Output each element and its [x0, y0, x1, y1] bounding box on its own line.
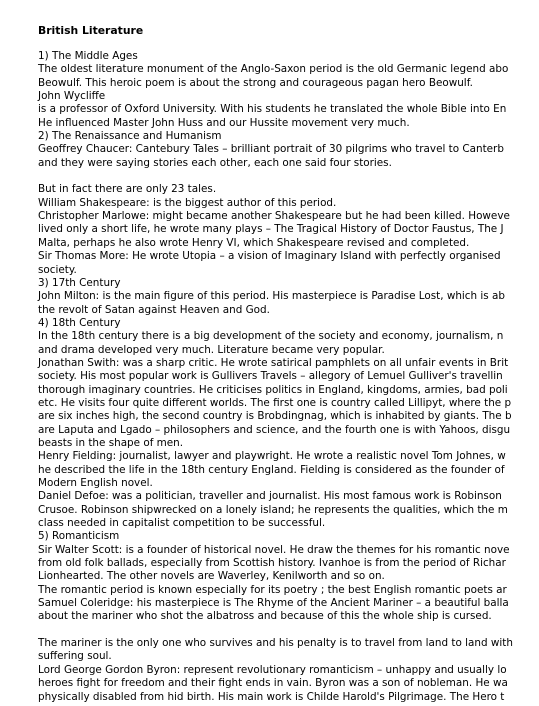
text-line: society. His most popular work is Gullivers Travels – allegory of Lemuel Gulliver's travellin [38, 370, 503, 383]
text-line: The mariner is the only one who survives and his penalty is to travel from land to land with [38, 637, 513, 650]
text-line: 5) Romanticism [38, 530, 120, 543]
text-line: William Shakespeare: is the biggest author of this period. [38, 196, 337, 209]
text-line: beasts in the shape of men. [38, 436, 184, 449]
text-line: Geoffrey Chaucer: Cantebury Tales – brilliant portrait of 30 pilgrims who travel to Canterb [38, 143, 504, 156]
text-line: etc. He visits four quite different worlds. The first one is country called Lillipyt, where the p [38, 396, 512, 409]
text-line: Sir Thomas More: He wrote Utopia – a vision of Imaginary Island with perfectly organised [38, 250, 501, 263]
text-line: about the mariner who shot the albatross and because of this the whole ship is cursed. [38, 610, 492, 623]
text-line: and they were saying stories each other, each one said four stories. [38, 156, 392, 169]
text-line: He influenced Master John Huss and our Hussite movement very much. [38, 116, 410, 129]
text-line: But in fact there are only 23 tales. [38, 183, 217, 196]
text-line: Daniel Defoe: was a politician, traveller and journalist. His most famous work is Robinson [38, 490, 502, 503]
text-line: suffering soul. [38, 650, 112, 663]
text-line: are Laputa and Lgado – philosophers and science, and the fourth one is with Yahoos, disgu [38, 423, 511, 436]
text-line: Beowulf. This heroic poem is about the strong and courageous pagan hero Beowulf. [38, 76, 473, 89]
text-line: Lionhearted. The other novels are Waverley, Kenilworth and so on. [38, 570, 385, 583]
text-line: In the 18th century there is a big development of the society and economy, journalism, n [38, 330, 504, 343]
text-line: Jonathan Swith: was a sharp critic. He wrote satirical pamphlets on all unfair events in Brit [38, 356, 509, 369]
text-line: from old folk ballads, especially from Scottish history. Ivanhoe is from the period of Richar [38, 557, 506, 570]
text-line: Modern English novel. [38, 477, 153, 489]
document-title: British Literature [38, 24, 144, 37]
text-line: 3) 17th Century [38, 276, 121, 289]
text-line: is a professor of Oxford University. With his students he translated the whole Bible into En [38, 103, 507, 116]
text-line: The romantic period is known especially for its poetry ; the best English romantic poets ar [38, 583, 507, 596]
text-line: 2) The Renaissance and Humanism [38, 130, 222, 143]
text-line: Sir Walter Scott: is a founder of historical novel. He draw the themes for his romantic nove [38, 543, 510, 556]
text-line: 4) 18th Century [38, 316, 121, 329]
text-line: class needed in capitalist competition to be successful. [38, 517, 326, 530]
text-line: the revolt of Satan against Heaven and God. [38, 303, 270, 316]
text-line: Crusoe. Robinson shipwrecked on a lonely island; he represents the qualities, which the m [38, 503, 508, 516]
text-line: Christopher Marlowe: might became another Shakespeare but he had been killed. Howeve [38, 210, 510, 223]
text-line: he described the life in the 18th century England. Fielding is considered as the founder of [38, 463, 505, 476]
text-line: Henry Fielding: journalist, lawyer and playwright. He wrote a realistic novel Tom Johnes, w [38, 450, 506, 463]
text-line: John Milton: is the main figure of this period. His masterpiece is Paradise Lost, which is ab [38, 290, 505, 303]
text-line: Samuel Coleridge: his masterpiece is The Rhyme of the Ancient Mariner – a beautiful balla [38, 597, 509, 610]
document-body [38, 50, 513, 704]
blank-line [38, 624, 513, 637]
text-line: thorough imaginary countries. He criticises politics in England, kingdoms, armies, bad poli [38, 383, 508, 396]
text-line: are six inches high, the second country is Brobdingnag, which is inhabited by giants. The b [38, 410, 512, 423]
text-line: Lord George Gordon Byron: represent revolutionary romanticism – unhappy and usually lo [38, 663, 507, 676]
text-line: The oldest literature monument of the Anglo-Saxon period is the old Germanic legend abo [38, 63, 509, 76]
text-line: physically disabled from hid birth. His main work is Childe Harold's Pilgrimage. The Hero t [38, 690, 505, 703]
text-line: John Wycliffe [38, 90, 106, 103]
blank-line [38, 170, 513, 183]
text-line: and drama developed very much. Literature became very popular. [38, 343, 385, 356]
text-line: 1) The Middle Ages [38, 50, 138, 62]
text-line: lived only a short life, he wrote many plays – The Tragical History of Doctor Faustus, The J [38, 223, 504, 236]
text-line: Malta, perhaps he also wrote Henry VI, which Shakespeare revised and completed. [38, 236, 470, 249]
text-line: society. [38, 263, 77, 276]
text-line: heroes fight for freedom and their fight ends in vain. Byron was a son of nobleman. He wa [38, 677, 508, 690]
